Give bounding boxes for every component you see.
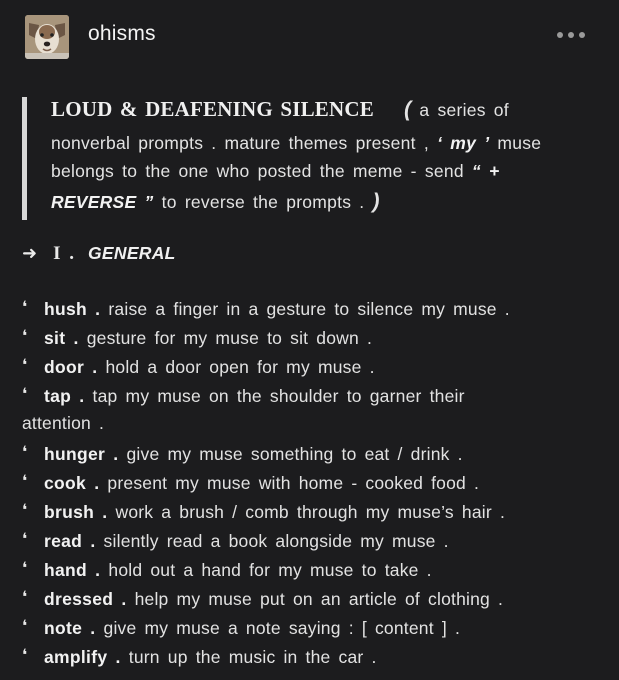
quote-line-4 [51,190,380,214]
list-item [22,587,503,610]
quote-line-2-end: muse [489,133,542,153]
prompt-text: raise a finger in a gesture to silence my muse . [100,299,510,319]
quote-bullet-icon: ❛ [22,500,28,519]
quote-bullet-icon: ❛ [22,384,28,403]
prompt-text: turn up the music in the car . [120,647,377,667]
prompt-keyword: brush . [44,502,108,522]
post-header [0,0,619,72]
quote-bullet-icon: ❛ [22,616,28,635]
quote-open-quote: “ + [471,161,500,181]
quote-line-1-rest: a series of [411,100,509,120]
quote-line-3-start: belongs to the one who posted the meme - send [51,161,472,181]
prompt-text: present my muse with home - cooked food . [99,473,480,493]
quote-bullet-icon: ❛ [22,297,28,316]
section-numeral: I . [53,243,76,264]
close-paren: ) [372,190,380,213]
prompt-text: hold a door open for my muse . [97,357,375,377]
quote-line-2-start: nonverbal prompts . mature themes present , [51,133,438,153]
prompt-keyword: sit . [44,328,79,348]
list-item [22,442,463,465]
quote-bullet-icon: ❛ [22,355,28,374]
prompt-keyword: hand . [44,560,101,580]
prompt-text: silently read a book alongside my muse . [95,531,449,551]
quote-bullet-icon: ❛ [22,645,28,664]
prompt-text: gesture for my muse to sit down . [78,328,373,348]
quote-bullet-icon: ❛ [22,471,28,490]
quote-bullet-icon: ❛ [22,558,28,577]
quote-title: LOUD & DEAFENING SILENCE [51,97,374,121]
prompt-keyword: hunger . [44,444,119,464]
quote-block [22,97,592,220]
dog-avatar-icon[interactable] [25,15,69,59]
prompt-text: hold out a hand for my muse to take . [100,560,432,580]
prompt-text: attention . [22,413,105,433]
list-item [22,558,432,581]
list-item [22,645,377,668]
prompt-text: tap my muse on the shoulder to garner their [84,386,465,406]
list-item [22,500,505,523]
prompt-keyword: hush . [44,299,101,319]
list-item [22,384,465,407]
arrow-icon: ➜ [22,243,38,263]
prompt-text: work a brush / comb through my muse’s hair . [107,502,506,522]
prompt-keyword: read . [44,531,96,551]
open-paren: ( [404,98,412,121]
quote-line-4-end: to reverse the prompts . [153,192,373,212]
quote-bullet-icon: ❛ [22,587,28,606]
list-item [22,297,510,320]
quote-bullet-icon: ❛ [22,326,28,345]
prompt-text: give my muse a note saying : [ content ] . [95,618,461,638]
prompt-text: help my muse put on an article of clothing . [126,589,504,609]
quote-line-3 [51,161,500,182]
quote-bar [22,97,27,220]
quote-bullet-icon: ❛ [22,442,28,461]
prompt-keyword: note . [44,618,96,638]
list-item [22,355,375,378]
prompt-keyword: dressed . [44,589,127,609]
section-title: GENERAL [88,243,176,263]
quote-line-2 [51,133,541,154]
list-item [22,471,479,494]
quote-bullet-icon: ❛ [22,529,28,548]
list-item-continuation [22,413,104,434]
list-item [22,326,372,349]
quote-line-1 [51,97,509,122]
section-heading [22,243,176,265]
quote-my: ‘ my ’ [437,133,490,153]
prompt-keyword: cook . [44,473,100,493]
blog-name-link[interactable]: ohisms [88,22,156,45]
prompt-keyword: door . [44,357,98,377]
quote-reverse: REVERSE ” [51,192,154,212]
list-item [22,616,460,639]
prompt-keyword: tap . [44,386,85,406]
more-dots-icon[interactable] [553,28,589,42]
prompt-keyword: amplify . [44,647,121,667]
list-item [22,529,449,552]
prompt-text: give my muse something to eat / drink . [118,444,463,464]
